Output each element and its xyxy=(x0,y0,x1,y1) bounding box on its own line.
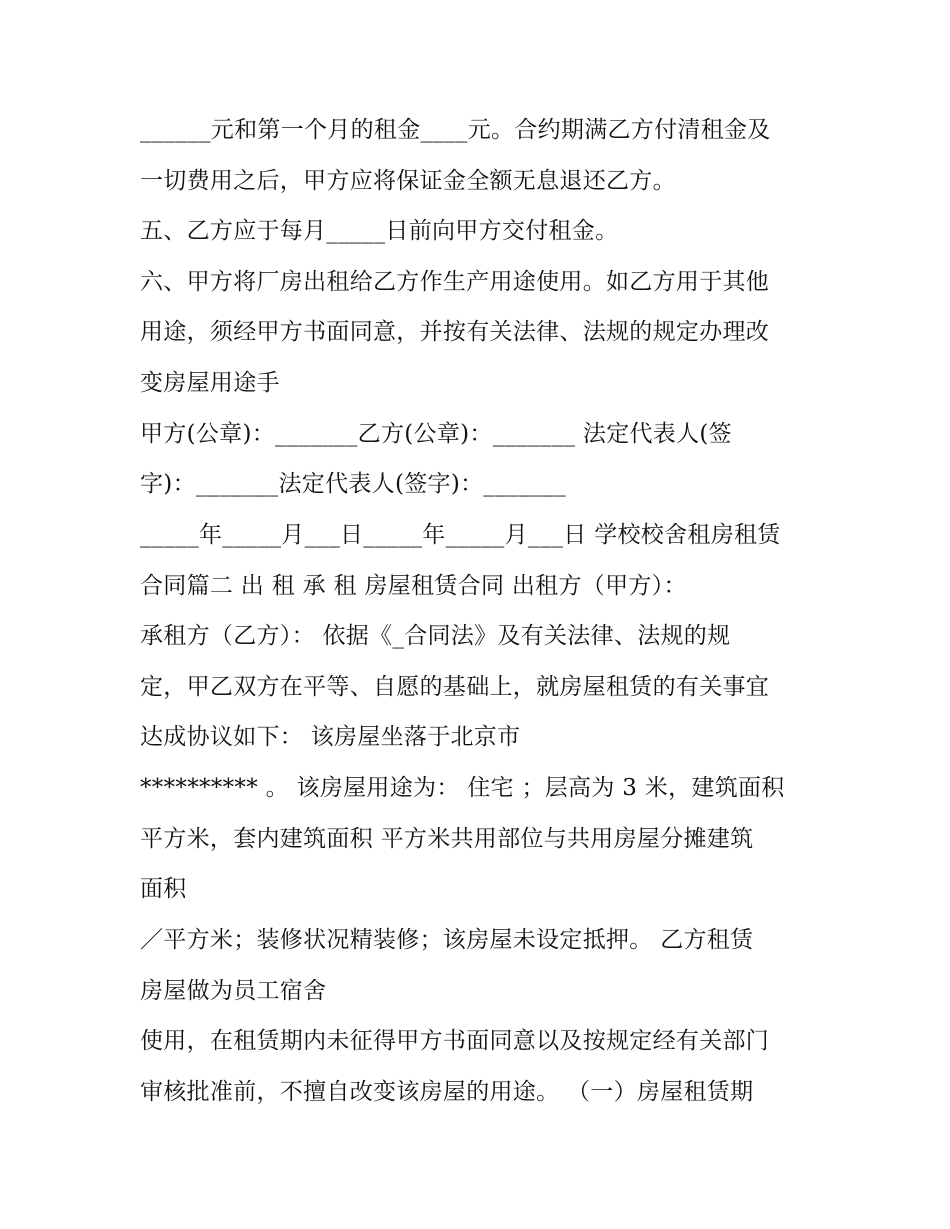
text-line-15: 平方米，套内建筑面积 平方米共用部位与共用房屋分摊建筑 xyxy=(140,826,754,852)
text-line-11: 承租方（乙方）： 依据《_合同法》及有关法律、法规的规 xyxy=(140,623,731,649)
text-line-9: _____年_____月___日_____年_____月___日 学校校舍租房租赁 xyxy=(140,522,781,548)
text-line-2: 一切费用之后，甲方应将保证金全额无息退还乙方。 xyxy=(140,168,676,194)
text-line-1: ______元和第一个月的租金____元。合约期满乙方付清租金及 xyxy=(140,117,771,143)
text-line-3: 五、乙方应于每月_____日前向甲方交付租金。 xyxy=(140,218,619,244)
text-line-12: 定，甲乙双方在平等、自愿的基础上，就房屋租赁的有关事宜 xyxy=(140,674,770,700)
text-line-16: 面积 xyxy=(140,876,187,902)
text-line-4: 六、甲方将厂房出租给乙方作生产用途使用。如乙方用于其他 xyxy=(140,269,770,295)
text-line-14: ********** 。 该房屋用途为： 住宅 ；层高为 3 米，建筑面积 xyxy=(140,775,785,801)
text-line-7: 甲方(公章)：_______乙方(公章)：_______ 法定代表人(签 xyxy=(140,421,732,447)
text-line-18: 房屋做为员工宿舍 xyxy=(140,978,327,1004)
text-line-8: 字)：_______法定代表人(签字)：_______ xyxy=(140,471,567,497)
text-line-17: ／平方米；装修状况精装修；该房屋未设定抵押。 乙方租赁 xyxy=(140,927,754,953)
text-line-10: 合同篇二 出 租 承 租 房屋租赁合同 出租方（甲方）： xyxy=(140,573,687,599)
text-line-6: 变房屋用途手 xyxy=(140,370,280,396)
text-line-13: 达成协议如下： 该房屋坐落于北京市 xyxy=(140,724,521,750)
text-line-19: 使用，在租赁期内未征得甲方书面同意以及按规定经有关部门 xyxy=(140,1028,770,1054)
text-line-20: 审核批准前，不擅自改变该房屋的用途。 （一）房屋租赁期 xyxy=(140,1079,754,1105)
text-line-5: 用途，须经甲方书面同意，并按有关法律、法规的规定办理改 xyxy=(140,319,770,345)
